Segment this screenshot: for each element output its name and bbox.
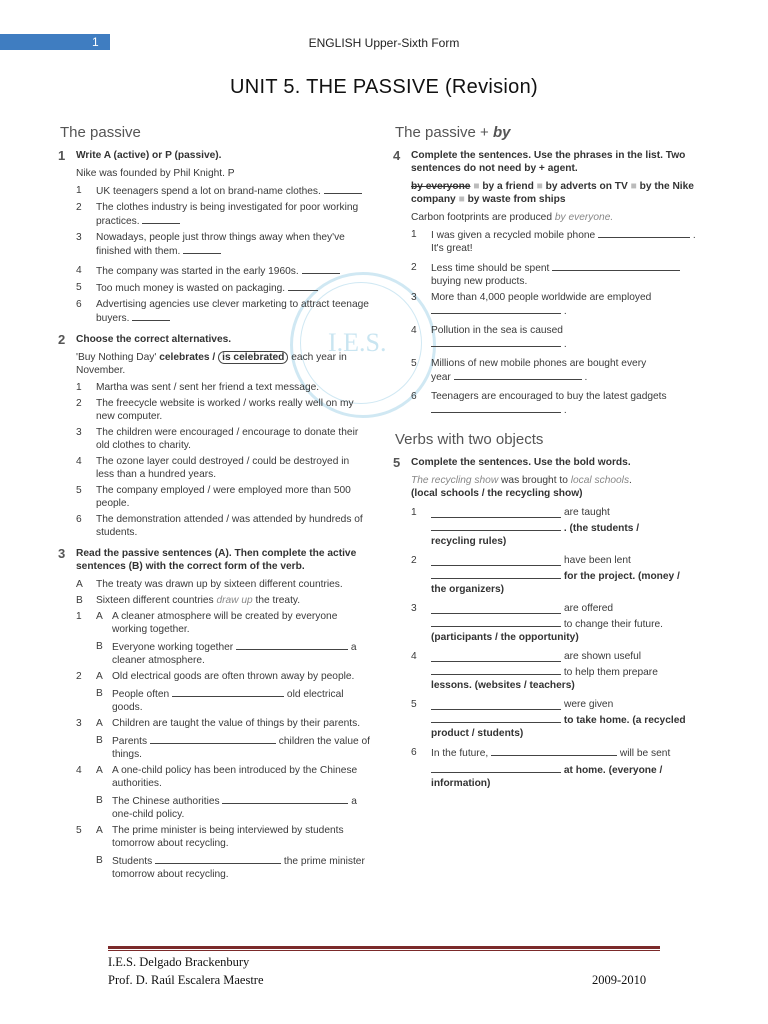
item-text: The clothes industry is being investigated for poor working practices.: [96, 202, 359, 227]
exercise-5: 5 Complete the sentences. Use the bold words. The recycling show was brought to local schools. (local schools / the recycling show) 1 are taught . (the students / recycling rules) 2 have been lent for the project. (money / the organizers) 3 are offered to change their future. (participants / the opportunity) 4 are shown useful to help them prepare lessons. (websites / teachers) 5 were given to take home. (a recycled product / students) 6 In the future, will be sent at home. (everyone / information): [393, 456, 713, 790]
exercise-instruction: Complete the sentences. Use the bold words.: [411, 457, 631, 468]
circled-answer: is celebrated: [218, 351, 288, 364]
answer-blank[interactable]: [302, 264, 340, 274]
answer-blank[interactable]: [431, 337, 561, 347]
answer-blank[interactable]: [150, 734, 276, 744]
phrase: by a friend: [482, 181, 534, 192]
item-number: 5: [76, 282, 82, 293]
item-number: 4: [76, 765, 82, 776]
example-sentence: Carbon footprints are produced by everyone.: [411, 212, 614, 223]
answer-blank[interactable]: [598, 228, 690, 238]
answer-blank[interactable]: [431, 304, 561, 314]
phrase-list: by everyone ■ by a friend ■ by adverts on TV ■ by the Nike company ■ by waste from ships: [411, 181, 694, 205]
example-sentence: 'Buy Nothing Day' celebrates / is celebrated each year in November.: [76, 352, 347, 376]
item-number: 1: [76, 611, 82, 622]
section-title-passive: The passive: [60, 124, 141, 141]
section-title-two-objects: Verbs with two objects: [395, 431, 544, 448]
exercise-number: 3: [58, 546, 66, 561]
item-number: 2: [76, 398, 82, 409]
item-text: Advertising agencies use clever marketing to attract teenage buyers.: [96, 299, 369, 324]
answer-blank[interactable]: [454, 370, 582, 380]
item-number: 4: [76, 265, 82, 276]
answer-blank[interactable]: [155, 854, 281, 864]
answer-blank[interactable]: [431, 403, 561, 413]
answer-blank[interactable]: [431, 617, 561, 627]
passive-sentence: Children are taught the value of things by their parents.: [112, 718, 361, 729]
school-stamp-text: I.E.S.: [328, 328, 387, 357]
answer-blank[interactable]: [431, 602, 561, 614]
active-sentence: People often old electrical goods.: [112, 689, 344, 713]
exercise-number: 4: [393, 148, 401, 163]
answer-blank[interactable]: [491, 746, 617, 756]
answer-blank[interactable]: [222, 794, 348, 804]
item-text: I was given a recycled mobile phone . It's great!: [431, 230, 696, 254]
passive-sentence: The prime minister is being interviewed by students tomorrow about recycling.: [112, 825, 344, 849]
answer-blank[interactable]: [431, 506, 561, 518]
item-text: The company was started in the early 1960s.: [96, 264, 340, 278]
example-sentence-b: Sixteen different countries draw up the treaty.: [96, 595, 301, 606]
answer-blank[interactable]: [431, 521, 561, 531]
passive-sentence: A cleaner atmosphere will be created by everyone working together.: [112, 611, 338, 635]
item-text: Nowadays, people just throw things away when they've finished with them.: [96, 232, 345, 257]
answer-blank[interactable]: [431, 698, 561, 710]
exercise-2: [58, 333, 370, 539]
item-text: The demonstration attended / was attended by hundreds of students.: [96, 514, 363, 538]
answer-blank[interactable]: [552, 261, 680, 271]
exercise-number: 2: [58, 332, 66, 347]
item-number: 1: [411, 229, 417, 240]
item-number: 5: [411, 358, 417, 369]
footer-rule: [108, 946, 660, 949]
item-number: 4: [76, 456, 82, 467]
section-title-passive-by: The passive + by: [395, 124, 511, 141]
exercise-number: 5: [393, 455, 401, 470]
item-number: 2: [411, 555, 417, 566]
item-number: 5: [411, 699, 417, 710]
answer-blank[interactable]: [183, 244, 221, 254]
answer-blank[interactable]: [324, 184, 362, 194]
active-sentence: Everyone working together a cleaner atmosphere.: [112, 642, 357, 666]
item-number: 2: [411, 262, 417, 273]
item-number: 5: [76, 825, 82, 836]
item-text: Pollution in the sea is caused .: [431, 325, 567, 350]
answer-blank[interactable]: [288, 281, 318, 291]
example-sentence: Nike was founded by Phil Knight. P: [76, 168, 235, 179]
item-number: 1: [76, 382, 82, 393]
phrase: by waste from ships: [467, 194, 566, 205]
answer-blank[interactable]: [142, 214, 180, 224]
exercise-4: [393, 149, 713, 417]
left-column: [58, 126, 370, 884]
active-sentence: Students the prime minister tomorrow about recycling.: [112, 856, 365, 880]
page-title: UNIT 5. THE PASSIVE (Revision): [230, 76, 538, 98]
item-text: More than 4,000 people worldwide are employed .: [431, 292, 652, 317]
answer-blank[interactable]: [431, 569, 561, 579]
page-header: ENGLISH Upper-Sixth Form: [308, 36, 460, 50]
item-number: 3: [411, 603, 417, 614]
item-number: 4: [411, 651, 417, 662]
item-text: The ozone layer could destroyed / could be destroyed in less than a hundred years.: [96, 456, 350, 480]
answer-blank[interactable]: [236, 640, 348, 650]
footer-teacher: Prof. D. Raúl Escalera Maestre: [108, 973, 264, 987]
passive-sentence: A one-child policy has been introduced by the Chinese authorities.: [112, 765, 358, 789]
item-text: Too much money is wasted on packaging.: [96, 281, 318, 295]
exercise-instruction: Complete the sentences. Use the phrases in the list. Two sentences do not need by + agent.: [411, 150, 686, 174]
item-number: 6: [76, 514, 82, 525]
example-sentence: The recycling show was brought to local schools. (local schools / the recycling show): [411, 475, 632, 499]
page-number: 1: [92, 35, 99, 49]
answer-blank[interactable]: [431, 650, 561, 662]
item-number: 4: [411, 325, 417, 336]
active-sentence: Parents children the value of things.: [112, 736, 370, 760]
phrase: by adverts on TV: [545, 181, 628, 192]
item-number: 6: [76, 299, 82, 310]
item-number: 6: [411, 391, 417, 402]
answer-blank[interactable]: [132, 311, 170, 321]
item-text: The company employed / were employed more than 500 people.: [96, 485, 351, 509]
item-number: 3: [411, 292, 417, 303]
example-sentence-a: The treaty was drawn up by sixteen different countries.: [96, 579, 343, 590]
item-text: The freecycle website is worked / works really well on my new computer.: [96, 398, 354, 422]
footer-rule-thin: [108, 950, 660, 951]
item-number: 5: [76, 485, 82, 496]
answer-blank[interactable]: [431, 665, 561, 675]
item-number: 6: [411, 747, 417, 758]
item-text: UK teenagers spend a lot on brand-name clothes.: [96, 184, 362, 198]
item-text: Martha was sent / sent her friend a text message.: [96, 382, 320, 393]
item-text: Millions of new mobile phones are bought every year .: [431, 358, 647, 383]
item-number: 3: [76, 232, 82, 243]
phrase-used: by everyone: [411, 181, 471, 192]
answer-blank[interactable]: [431, 763, 561, 773]
answer-blank[interactable]: [172, 687, 284, 697]
active-sentence: The Chinese authorities a one-child policy.: [112, 796, 357, 820]
passive-sentence: Old electrical goods are often thrown away by people.: [112, 671, 355, 682]
answer-blank[interactable]: [431, 554, 561, 566]
exercise-number: 1: [58, 148, 66, 163]
item-number: 1: [76, 185, 82, 196]
exercise-instruction: Read the passive sentences (A). Then complete the active sentences (B) with the correct form of the verb.: [76, 548, 357, 572]
right-column: [393, 126, 713, 792]
exercise-instruction: Write A (active) or P (passive).: [76, 150, 222, 161]
item-number: 1: [411, 507, 417, 518]
answer-blank[interactable]: [431, 713, 561, 723]
item-number: 3: [76, 427, 82, 438]
footer-school: I.E.S. Delgado Brackenbury: [108, 955, 250, 969]
item-number: 3: [76, 718, 82, 729]
item-text: Less time should be spent buying new products.: [431, 261, 680, 288]
footer-year: 2009-2010: [592, 973, 647, 987]
item-text: Teenagers are encouraged to buy the latest gadgets .: [431, 391, 667, 416]
item-number: 2: [76, 671, 82, 682]
item-text: The children were encouraged / encourage to donate their old clothes to charity.: [96, 427, 359, 451]
exercise-instruction: Choose the correct alternatives.: [76, 334, 232, 345]
exercise-1: [58, 149, 370, 325]
item-number: 2: [76, 202, 82, 213]
exercise-3: 3 Read the passive sentences (A). Then complete the active sentences (B) with the correct form of the verb. A The treaty was drawn up by sixteen different countries. B Sixteen different countries draw up the treaty. 1 A A cleaner atmosphere will be created by everyone working together. B Everyone working together a cleaner atmosphere. 2 A Old electrical goods are often thrown away by people. B People often old electrical goods. 3 A Children are taught the value of things by their parents. B Parents children the value of things. 4 A A one-child policy has been introduced by the Chinese authorities. B The Chinese authorities a one-child policy. 5 A The prime minister is being interviewed by students tomorrow about recycling. B Students the prime minister tomorrow about recycling.: [58, 546, 370, 880]
phrase: by the Nike company: [411, 181, 694, 205]
